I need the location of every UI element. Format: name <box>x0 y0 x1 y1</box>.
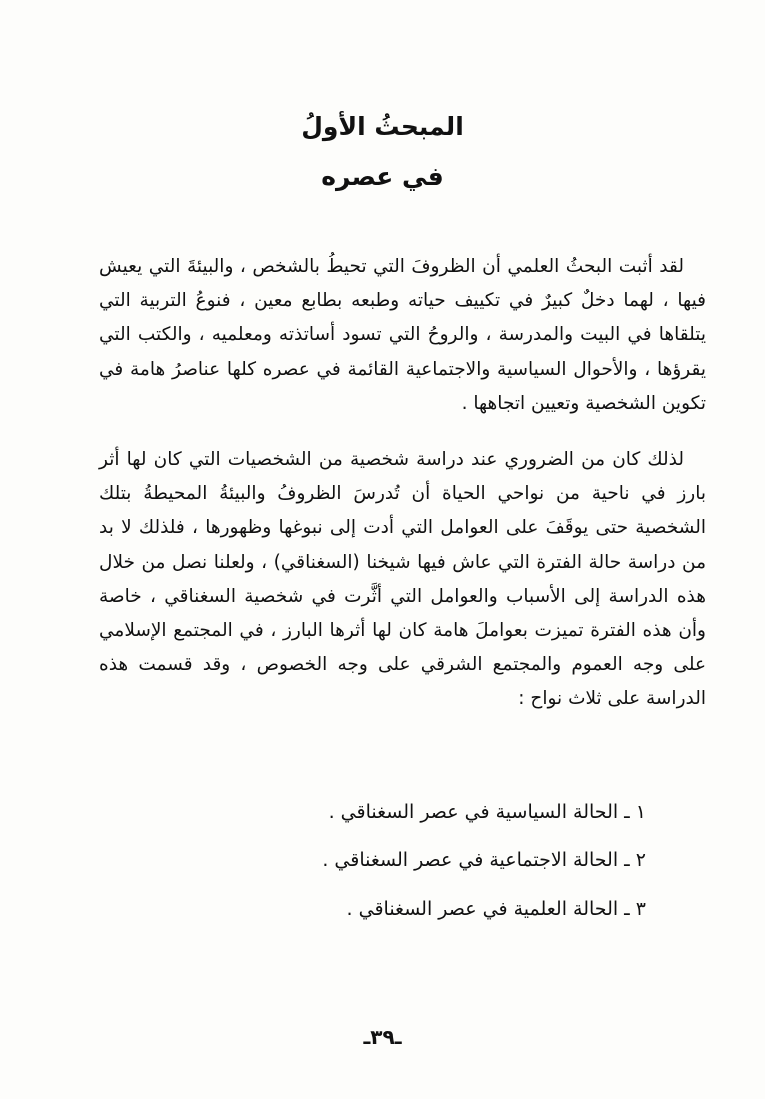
section-subtitle: في عصره <box>321 162 444 191</box>
list-item-scientific: ٣ ـ الحالة العلمية في عصر السغناقي . <box>346 898 646 920</box>
paragraph-1: لقد أثبت البحثُ العلمي أن الظروفَ التي تحيطُ بالشخص ، والبيئةَ التي يعيش فيها ، لهما دخلٌ كبيرٌ في تكييف حياته وطبعه بطابع معين ، فنوعُ التربية التي يتلقاها في البيت والمدرسة ، والروحُ التي تسود أساتذته ومعلميه ، والكتب التي يقرؤها ، والأحوال السياسية والاجتماعية القائمة في عصره كلها عناصرُ هامة في تكوين الشخصية وتعيين اتجاهها . <box>99 256 706 414</box>
paragraph-2: لذلك كان من الضروري عند دراسة شخصية من الشخصيات التي كان لها أثر بارز في ناحية من نواحي الحياة أن تُدرسَ الظروفُ والبيئةُ المحيطةُ بتلك الشخصية حتى يوقَفَ على العوامل التي أدت إلى نبوغها وظهورها ، فلذلك لا بد من دراسة حالة الفترة التي عاش فيها شيخنا (السغناقي) ، ولعلنا نصل من خلال هذه الدراسة إلى الأسباب والعوامل التي أثَّرت في شخصية السغناقي ، خاصة وأن هذه الفترة تميزت بعواملَ هامة كان لها أثرها البارز ، في المجتمع الإسلامي على وجه العموم والمجتمع الشرقي على وجه الخصوص ، وقد قسمت هذه الدراسة على ثلاث نواح : <box>99 449 706 710</box>
list-item-political: ١ ـ الحالة السياسية في عصر السغناقي . <box>328 801 646 823</box>
paragraph-2-block <box>99 443 706 717</box>
page-number: ـ٣٩ـ <box>363 1025 402 1049</box>
section-title: المبحثُ الأولُ <box>301 112 464 141</box>
paragraph-1-block <box>99 250 706 421</box>
list-item-social: ٢ ـ الحالة الاجتماعية في عصر السغناقي . <box>322 849 646 871</box>
